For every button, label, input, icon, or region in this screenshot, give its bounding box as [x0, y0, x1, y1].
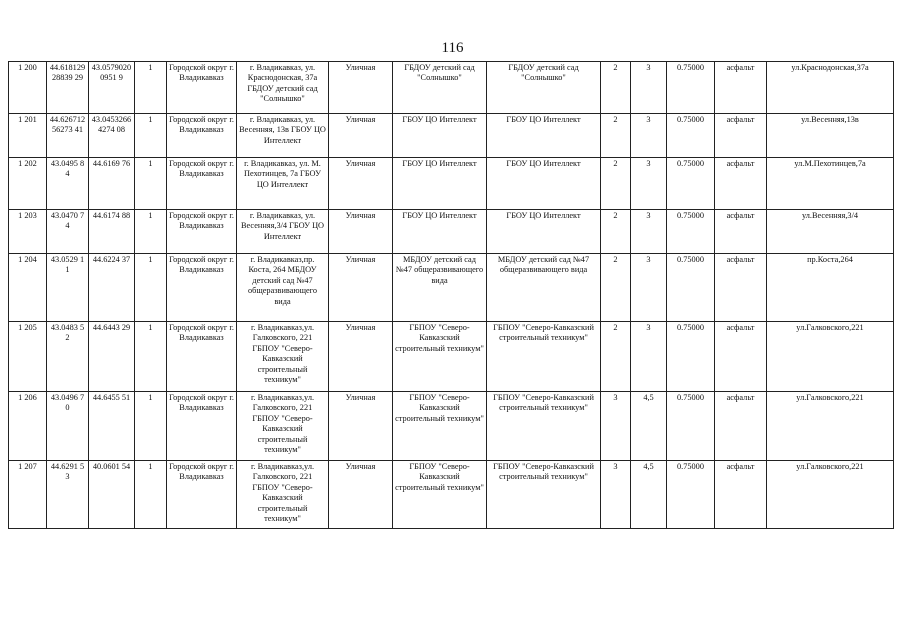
location-cell: ул.Галковского,221: [767, 322, 894, 392]
table-row: [9, 461, 894, 529]
longitude-cell: 44.6169 76: [89, 158, 135, 210]
row-id-cell: 1 202: [9, 158, 47, 210]
n3-cell: 0.75000: [667, 254, 715, 322]
user-cell: ГБПОУ "Северо-Кавказский строительный техникум": [487, 322, 601, 392]
type-cell: Уличная: [329, 254, 393, 322]
surface-cell: асфальт: [715, 322, 767, 392]
n2-cell: 4,5: [631, 392, 667, 461]
type-cell: Уличная: [329, 322, 393, 392]
n1-cell: 2: [601, 158, 631, 210]
type-cell: Уличная: [329, 392, 393, 461]
n3-cell: 0.75000: [667, 461, 715, 529]
type-cell: Уличная: [329, 210, 393, 254]
address-cell: г. Владикавказ, ул. Весенняя, 13в ГБОУ ЦО Интеллект: [237, 114, 329, 158]
n3-cell: 0.75000: [667, 62, 715, 114]
type-cell: Уличная: [329, 114, 393, 158]
type-cell: Уличная: [329, 62, 393, 114]
count-cell: 1: [135, 392, 167, 461]
n3-cell: 0.75000: [667, 158, 715, 210]
longitude-cell: 44.6174 88: [89, 210, 135, 254]
count-cell: 1: [135, 254, 167, 322]
type-cell: Уличная: [329, 158, 393, 210]
latitude-cell: 44.61812928839 29: [47, 62, 89, 114]
surface-cell: асфальт: [715, 254, 767, 322]
registry-table: [8, 61, 894, 529]
latitude-cell: 44.62671256273 41: [47, 114, 89, 158]
latitude-cell: 44.6291 53: [47, 461, 89, 529]
district-cell: Городской округ г. Владикавказ: [167, 322, 237, 392]
owner-cell: ГБОУ ЦО Интеллект: [393, 210, 487, 254]
n1-cell: 3: [601, 392, 631, 461]
surface-cell: асфальт: [715, 392, 767, 461]
location-cell: ул.Галковского,221: [767, 392, 894, 461]
latitude-cell: 43.0496 70: [47, 392, 89, 461]
count-cell: 1: [135, 114, 167, 158]
n2-cell: 3: [631, 322, 667, 392]
surface-cell: асфальт: [715, 210, 767, 254]
district-cell: Городской округ г. Владикавказ: [167, 114, 237, 158]
count-cell: 1: [135, 62, 167, 114]
latitude-cell: 43.0529 11: [47, 254, 89, 322]
count-cell: 1: [135, 158, 167, 210]
district-cell: Городской округ г. Владикавказ: [167, 392, 237, 461]
district-cell: Городской округ г. Владикавказ: [167, 158, 237, 210]
user-cell: ГБДОУ детский сад "Солнышко": [487, 62, 601, 114]
district-cell: Городской округ г. Владикавказ: [167, 254, 237, 322]
count-cell: 1: [135, 461, 167, 529]
address-cell: г. Владикавказ,ул. Галковского, 221 ГБПОУ "Северо-Кавказский строительный техникум": [237, 392, 329, 461]
user-cell: ГБОУ ЦО Интеллект: [487, 210, 601, 254]
owner-cell: МБДОУ детский сад №47 общеразвивающего вида: [393, 254, 487, 322]
count-cell: 1: [135, 322, 167, 392]
location-cell: пр.Коста,264: [767, 254, 894, 322]
n2-cell: 3: [631, 254, 667, 322]
surface-cell: асфальт: [715, 62, 767, 114]
type-cell: Уличная: [329, 461, 393, 529]
n2-cell: 3: [631, 210, 667, 254]
owner-cell: ГБОУ ЦО Интеллект: [393, 158, 487, 210]
n2-cell: 3: [631, 158, 667, 210]
user-cell: ГБПОУ "Северо-Кавказский строительный техникум": [487, 461, 601, 529]
owner-cell: ГБДОУ детский сад "Солнышко": [393, 62, 487, 114]
latitude-cell: 43.0483 52: [47, 322, 89, 392]
location-cell: ул.Весенняя,3/4: [767, 210, 894, 254]
table-row: [9, 392, 894, 461]
location-cell: ул.М.Пехотинцев,7а: [767, 158, 894, 210]
address-cell: г. Владикавказ,ул. Галковского, 221 ГБПОУ "Северо-Кавказский строительный техникум": [237, 461, 329, 529]
location-cell: ул.Галковского,221: [767, 461, 894, 529]
address-cell: г. Владикавказ,пр. Коста, 264 МБДОУ детский сад №47 общеразвивающего вида: [237, 254, 329, 322]
n1-cell: 3: [601, 461, 631, 529]
row-id-cell: 1 204: [9, 254, 47, 322]
table-body: [9, 62, 894, 529]
district-cell: Городской округ г. Владикавказ: [167, 461, 237, 529]
longitude-cell: 44.6224 37: [89, 254, 135, 322]
latitude-cell: 43.0495 84: [47, 158, 89, 210]
n3-cell: 0.75000: [667, 114, 715, 158]
surface-cell: асфальт: [715, 461, 767, 529]
longitude-cell: 43.05790200951 9: [89, 62, 135, 114]
row-id-cell: 1 207: [9, 461, 47, 529]
surface-cell: асфальт: [715, 158, 767, 210]
owner-cell: ГБПОУ "Северо-Кавказский строительный техникум": [393, 392, 487, 461]
table-row: [9, 210, 894, 254]
user-cell: МБДОУ детский сад №47 общеразвивающего вида: [487, 254, 601, 322]
n3-cell: 0.75000: [667, 210, 715, 254]
n3-cell: 0.75000: [667, 322, 715, 392]
table-row: [9, 254, 894, 322]
latitude-cell: 43.0470 74: [47, 210, 89, 254]
longitude-cell: 43.04532664274 08: [89, 114, 135, 158]
owner-cell: ГБПОУ "Северо-Кавказский строительный техникум": [393, 322, 487, 392]
location-cell: ул.Весенняя,13в: [767, 114, 894, 158]
page-number: 116: [441, 40, 464, 56]
district-cell: Городской округ г. Владикавказ: [167, 62, 237, 114]
user-cell: ГБОУ ЦО Интеллект: [487, 158, 601, 210]
address-cell: г. Владикавказ, ул. Весенняя,3/4 ГБОУ ЦО Интеллект: [237, 210, 329, 254]
n1-cell: 2: [601, 254, 631, 322]
n1-cell: 2: [601, 210, 631, 254]
n1-cell: 2: [601, 62, 631, 114]
table-row: [9, 158, 894, 210]
location-cell: ул.Краснодонская,37а: [767, 62, 894, 114]
district-cell: Городской округ г. Владикавказ: [167, 210, 237, 254]
n1-cell: 2: [601, 322, 631, 392]
surface-cell: асфальт: [715, 114, 767, 158]
count-cell: 1: [135, 210, 167, 254]
table-row: [9, 62, 894, 114]
address-cell: г. Владикавказ, ул. М. Пехотинцев, 7а ГБОУ ЦО Интеллект: [237, 158, 329, 210]
n1-cell: 2: [601, 114, 631, 158]
longitude-cell: 40.0601 54: [89, 461, 135, 529]
address-cell: г. Владикавказ, ул. Краснодонская, 37а ГБДОУ детский сад "Солнышко": [237, 62, 329, 114]
user-cell: ГБОУ ЦО Интеллект: [487, 114, 601, 158]
n2-cell: 4,5: [631, 461, 667, 529]
table-row: [9, 114, 894, 158]
n3-cell: 0.75000: [667, 392, 715, 461]
address-cell: г. Владикавказ,ул. Галковского, 221 ГБПОУ "Северо-Кавказский строительный техникум": [237, 322, 329, 392]
longitude-cell: 44.6443 29: [89, 322, 135, 392]
n2-cell: 3: [631, 62, 667, 114]
row-id-cell: 1 205: [9, 322, 47, 392]
row-id-cell: 1 201: [9, 114, 47, 158]
table-row: [9, 322, 894, 392]
user-cell: ГБПОУ "Северо-Кавказский строительный техникум": [487, 392, 601, 461]
row-id-cell: 1 200: [9, 62, 47, 114]
owner-cell: ГБОУ ЦО Интеллект: [393, 114, 487, 158]
longitude-cell: 44.6455 51: [89, 392, 135, 461]
row-id-cell: 1 206: [9, 392, 47, 461]
row-id-cell: 1 203: [9, 210, 47, 254]
n2-cell: 3: [631, 114, 667, 158]
owner-cell: ГБПОУ "Северо-Кавказский строительный техникум": [393, 461, 487, 529]
